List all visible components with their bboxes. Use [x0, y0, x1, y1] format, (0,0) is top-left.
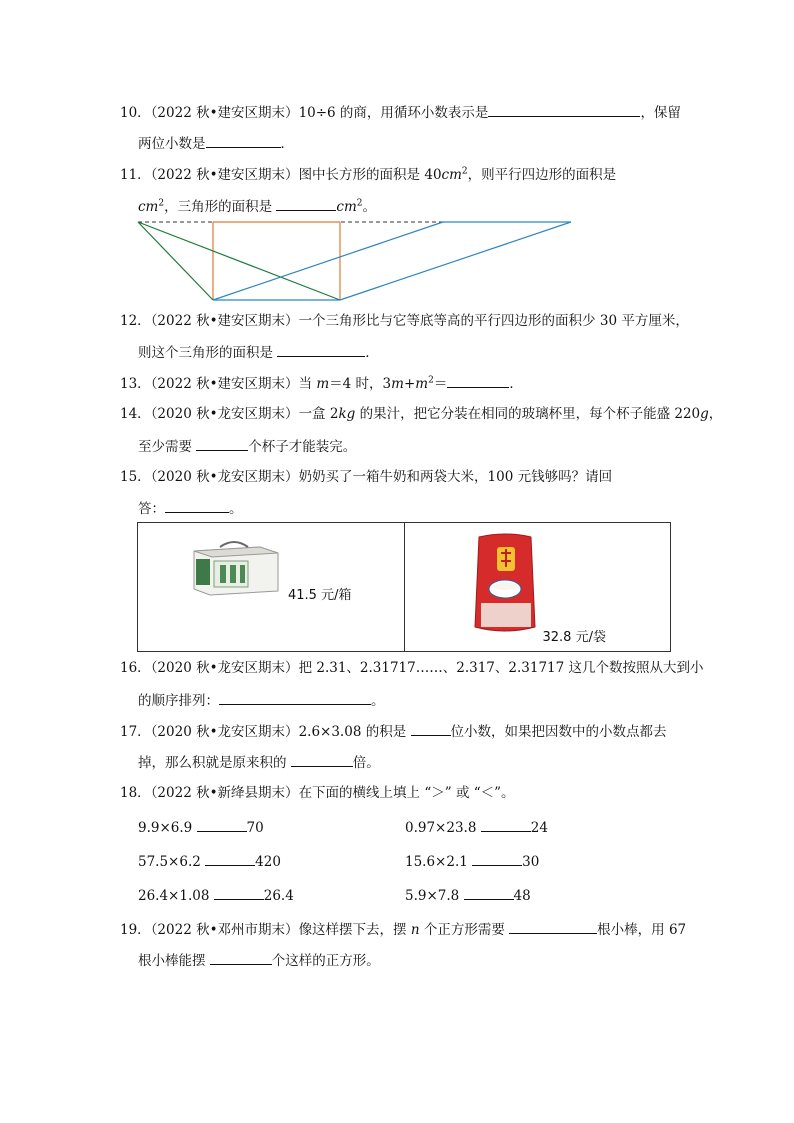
q15-text-a: 奶奶买了一箱牛奶和两袋大米，100 元钱够吗？请回 — [298, 469, 613, 485]
q18-item-6-expr: 5.9×7.8 — [405, 888, 464, 904]
q19-number: 19． — [120, 922, 151, 938]
q10-line-1 — [120, 102, 681, 123]
q14-text-a: 一盒 2 — [298, 406, 339, 422]
q18-item-3-expr: 57.5×6.2 — [138, 854, 206, 870]
q19-line-1 — [120, 919, 686, 940]
q11-line-1 — [120, 165, 616, 185]
q19-text-c: 根小棒，用 67 — [597, 922, 687, 938]
q18-item-5-blank[interactable] — [214, 885, 264, 900]
q18-item-5-expr: 26.4×1.08 — [138, 888, 214, 904]
q18-item-3-value: 420 — [255, 854, 281, 870]
q19-line-2 — [138, 950, 380, 971]
q13-line — [120, 373, 523, 394]
q11-text-a: 图中长方形的面积是 40 — [298, 167, 442, 183]
q15-end: 。 — [229, 501, 243, 517]
q12-text-a: 一个三角形比与它等底等高的平行四边形的面积少 30 平方厘米， — [298, 313, 689, 329]
q14-unit-g: g — [700, 406, 709, 422]
q16-text-b: 的顺序排列： — [138, 693, 219, 709]
q18-item-2-expr: 0.97×23.8 — [405, 820, 481, 836]
q19-text-e: 个这样的正方形。 — [271, 953, 380, 969]
q10-answer-blank-1[interactable] — [488, 102, 640, 117]
triangle-edge-1 — [138, 222, 340, 300]
q14-text-c: ， — [708, 406, 723, 422]
q18-item-5 — [138, 885, 294, 906]
q10-text-c: 两位小数是 — [138, 136, 206, 152]
q18-item-5-value: 26.4 — [263, 888, 294, 904]
q16-text-a: 把 2.31、2.31717……、2.317、2.31717 这几个数按照从大到小 — [298, 660, 704, 676]
q17-source: （2020 秋•龙安区期末） — [150, 724, 299, 740]
q17-text-c: 掉，那么积就是原来积的 — [138, 755, 291, 771]
q17-answer-blank-2[interactable] — [291, 752, 353, 767]
q12-line-2 — [138, 342, 379, 363]
q15-line-1 — [120, 467, 612, 487]
q12-end: ． — [365, 345, 379, 361]
q14-line-1 — [120, 404, 722, 424]
q15-line-2 — [138, 498, 243, 519]
q13-text-d: ＝ — [433, 376, 448, 392]
q10-text-a: 10÷6 的商，用循环小数表示是 — [298, 105, 489, 121]
q15-price-table — [137, 522, 671, 652]
milk-cell — [138, 523, 405, 652]
q14-unit-kg: kg — [338, 406, 356, 422]
q13-text-b: ＝4 时，3 — [329, 376, 392, 392]
q17-text-d: 倍。 — [352, 755, 380, 771]
q18-item-1-value: 70 — [246, 820, 264, 836]
q16-source: （2020 秋•龙安区期末） — [150, 660, 299, 676]
q14-text-b: 的果汁，把它分装在相同的玻璃杯里，每个杯子能盛 220 — [355, 406, 701, 422]
q18-item-4-blank[interactable] — [472, 851, 522, 866]
q11-exp-2: 2 — [158, 198, 165, 209]
q18-line — [120, 783, 515, 803]
q18-item-6 — [405, 885, 531, 906]
q19-text-a: 像这样摆下去，摆 — [298, 922, 411, 938]
q17-line-1 — [120, 721, 667, 742]
q18-item-6-value: 48 — [513, 888, 531, 904]
q15-number: 15． — [120, 469, 151, 485]
q17-line-2 — [138, 752, 380, 773]
q12-number: 12． — [120, 313, 151, 329]
parallelogram-left-edge — [213, 222, 443, 300]
q13-var-3: m — [415, 376, 429, 392]
q13-text-c: + — [403, 376, 416, 392]
q18-item-3-blank[interactable] — [205, 851, 255, 866]
q17-answer-blank-1[interactable] — [411, 721, 451, 736]
q14-number: 14． — [120, 406, 151, 422]
q18-number: 18． — [120, 785, 151, 801]
q14-line-2 — [138, 436, 356, 457]
q11-exp-3: 2 — [356, 198, 363, 209]
q10-number: 10． — [120, 105, 151, 121]
q17-text-a: 2.6×3.08 的积是 — [298, 724, 411, 740]
q10-text-b: ，保留 — [640, 105, 681, 121]
q19-text-b: 个正方形需要 — [419, 922, 510, 938]
q12-line-1 — [120, 311, 689, 331]
q17-text-b: 位小数，如果把因数中的小数点都去 — [450, 724, 667, 740]
q10-line-2 — [138, 133, 294, 154]
q11-end: 。 — [362, 199, 377, 215]
q11-answer-blank-2[interactable] — [276, 196, 336, 211]
q13-source: （2022 秋•建安区期末） — [150, 376, 299, 392]
q11-unit: cm — [441, 167, 462, 183]
q18-item-6-blank[interactable] — [464, 885, 514, 900]
q17-number: 17． — [120, 724, 151, 740]
q18-item-2-value: 24 — [530, 820, 548, 836]
q12-answer-blank[interactable] — [277, 342, 365, 357]
q16-line-1 — [120, 658, 704, 678]
q13-exp: 2 — [428, 375, 434, 386]
parallelogram-right-edge — [340, 222, 571, 300]
q11-source: （2022 秋•建安区期末） — [150, 167, 299, 183]
q12-source: （2022 秋•建安区期末） — [150, 313, 299, 329]
q19-answer-blank-2[interactable] — [210, 950, 272, 965]
q18-item-2 — [405, 817, 548, 838]
q13-answer-blank[interactable] — [447, 373, 509, 388]
rice-cell — [404, 523, 671, 652]
q11-unit-2: cm — [138, 199, 159, 215]
q11-text-b: ，则平行四边形的面积是 — [467, 167, 617, 183]
q18-item-3 — [138, 851, 281, 872]
q15-answer-blank[interactable] — [165, 498, 229, 513]
milk-box-image — [190, 539, 282, 597]
q13-number: 13． — [120, 376, 151, 392]
q19-answer-blank-1[interactable] — [509, 919, 597, 934]
q10-answer-blank-2[interactable] — [206, 133, 281, 148]
q18-item-1-blank[interactable] — [197, 817, 247, 832]
rice-bag-image — [473, 529, 537, 639]
q19-source: （2022 秋•邓州市期末） — [150, 922, 299, 938]
q13-var: m — [316, 376, 330, 392]
q18-item-4-expr: 15.6×2.1 — [405, 854, 473, 870]
q13-text-a: 当 — [298, 376, 317, 392]
q16-end: 。 — [371, 693, 385, 709]
q10-source: （2022 秋•建安区期末） — [150, 105, 299, 121]
q16-answer-blank[interactable] — [219, 690, 371, 705]
q13-end: ． — [509, 376, 523, 392]
q18-item-2-blank[interactable] — [481, 817, 531, 832]
q18-item-4 — [405, 851, 539, 872]
rice-price: 32.8 元/袋 — [542, 630, 606, 645]
q16-number: 16． — [120, 660, 151, 676]
q16-line-2 — [138, 690, 385, 711]
q18-item-4-value: 30 — [522, 854, 540, 870]
q11-number: 11． — [120, 167, 151, 183]
q13-var-2: m — [391, 376, 404, 392]
q15-text-b: 答： — [138, 501, 165, 517]
triangle-edge-2 — [138, 222, 213, 300]
milk-price: 41.5 元/箱 — [288, 588, 352, 603]
q14-text-e: 个杯子才能装完。 — [248, 439, 357, 455]
q18-source: （2022 秋•新绛县期末） — [150, 785, 299, 801]
q14-answer-blank[interactable] — [196, 436, 248, 451]
q10-period: ． — [280, 136, 294, 152]
q14-source: （2020 秋•龙安区期末） — [150, 406, 299, 422]
q14-text-d: 至少需要 — [138, 439, 197, 455]
q12-text-b: 则这个三角形的面积是 — [138, 345, 278, 361]
q11-text-c: ，三角形的面积是 — [164, 199, 277, 215]
q18-text-a: 在下面的横线上填上 “＞” 或 “＜”。 — [298, 785, 515, 801]
q15-source: （2020 秋•龙安区期末） — [150, 469, 299, 485]
q18-item-1 — [138, 817, 264, 838]
q19-var: n — [410, 922, 420, 938]
q19-text-d: 根小棒能摆 — [138, 953, 210, 969]
q18-item-1-expr: 9.9×6.9 — [138, 820, 197, 836]
q11-unit-3: cm — [336, 199, 357, 215]
q11-geometry-figure — [133, 212, 578, 304]
q11-exp: 2 — [461, 166, 468, 177]
